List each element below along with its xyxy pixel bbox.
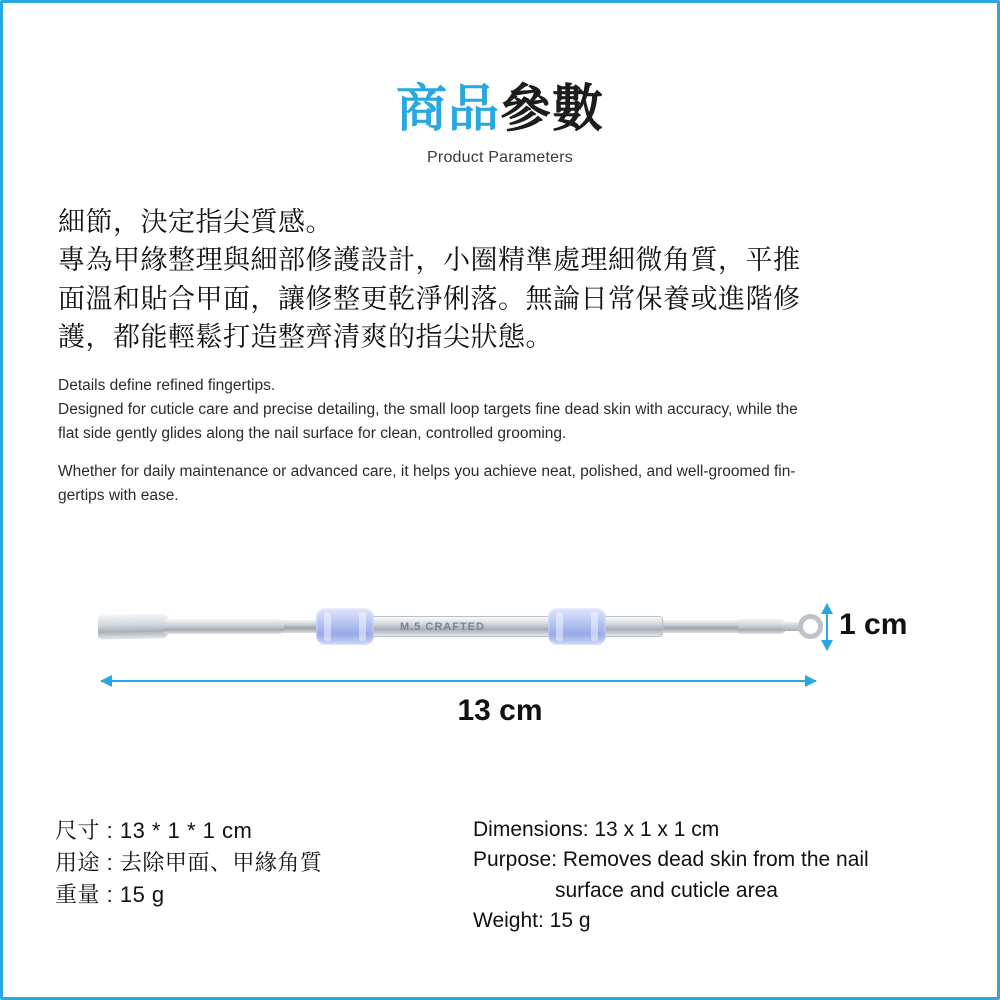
description-en-line: flat side gently glides along the nail surface for clean, controlled grooming. <box>58 425 567 443</box>
description-cn-line: 細節，決定指尖質感。 <box>58 207 333 238</box>
description-chinese <box>58 203 942 356</box>
description-en-line: Details define refined fingertips. <box>58 377 276 395</box>
paragraph-gap <box>58 446 942 460</box>
page-subtitle: Product Parameters <box>427 149 573 167</box>
page-title-secondary: 參數 <box>500 80 605 137</box>
spec-cn-weight: 重量 : 15 g <box>55 881 165 907</box>
description-en2-line: gertips with ease. <box>58 487 179 505</box>
description-cn-line: 專為甲緣整理與細部修護設計，小圈精準處理細微角質，平推 <box>58 245 801 276</box>
tool-taper-right <box>738 619 786 634</box>
length-dimension-arrow <box>101 680 816 682</box>
specs-chinese <box>55 815 322 911</box>
description-en-line: Designed for cuticle care and precise detailing, the small loop targets fine dead skin with accuracy, while the <box>58 401 798 419</box>
tool-loop-head <box>798 614 823 639</box>
spec-en-weight: Weight: 15 g <box>473 909 591 933</box>
spec-cn-purpose: 用途 : 去除甲面、甲緣角質 <box>55 849 323 875</box>
description-cn-line: 護，都能輕鬆打造整齊清爽的指尖狀態。 <box>58 322 553 353</box>
description-en2-line: Whether for daily maintenance or advanced care, it helps you achieve neat, polished, and well-groomed fin- <box>58 463 796 481</box>
description-cn-line: 面溫和貼合甲面，讓修整更乾淨俐落。無論日常保養或進階修 <box>58 283 801 314</box>
tool-flat-neck <box>164 619 284 634</box>
product-tool-illustration <box>98 602 823 650</box>
tool-grip-left <box>316 608 374 645</box>
spec-cn-size: 尺寸 : 13 * 1 * 1 cm <box>55 818 253 843</box>
specs-english <box>473 815 869 937</box>
spec-en-dimensions: Dimensions: 13 x 1 x 1 cm <box>473 818 720 841</box>
page-title-primary: 商品 <box>395 80 500 137</box>
spec-en-purpose: Purpose: Removes dead skin from the nail <box>473 848 869 872</box>
product-image-area <box>3 554 997 754</box>
height-dimension-arrow <box>826 604 828 650</box>
spec-en-purpose-cont: surface and cuticle area <box>555 878 778 902</box>
tool-grip-right <box>548 608 606 645</box>
title-block <box>3 81 997 167</box>
brand-engraving: M.5 CRAFTED <box>400 621 485 634</box>
tool-flat-head <box>98 614 168 640</box>
length-dimension-label: 13 cm <box>457 694 543 728</box>
height-dimension-label: 1 cm <box>839 608 908 642</box>
page-title <box>3 81 997 137</box>
description-english <box>58 374 942 508</box>
